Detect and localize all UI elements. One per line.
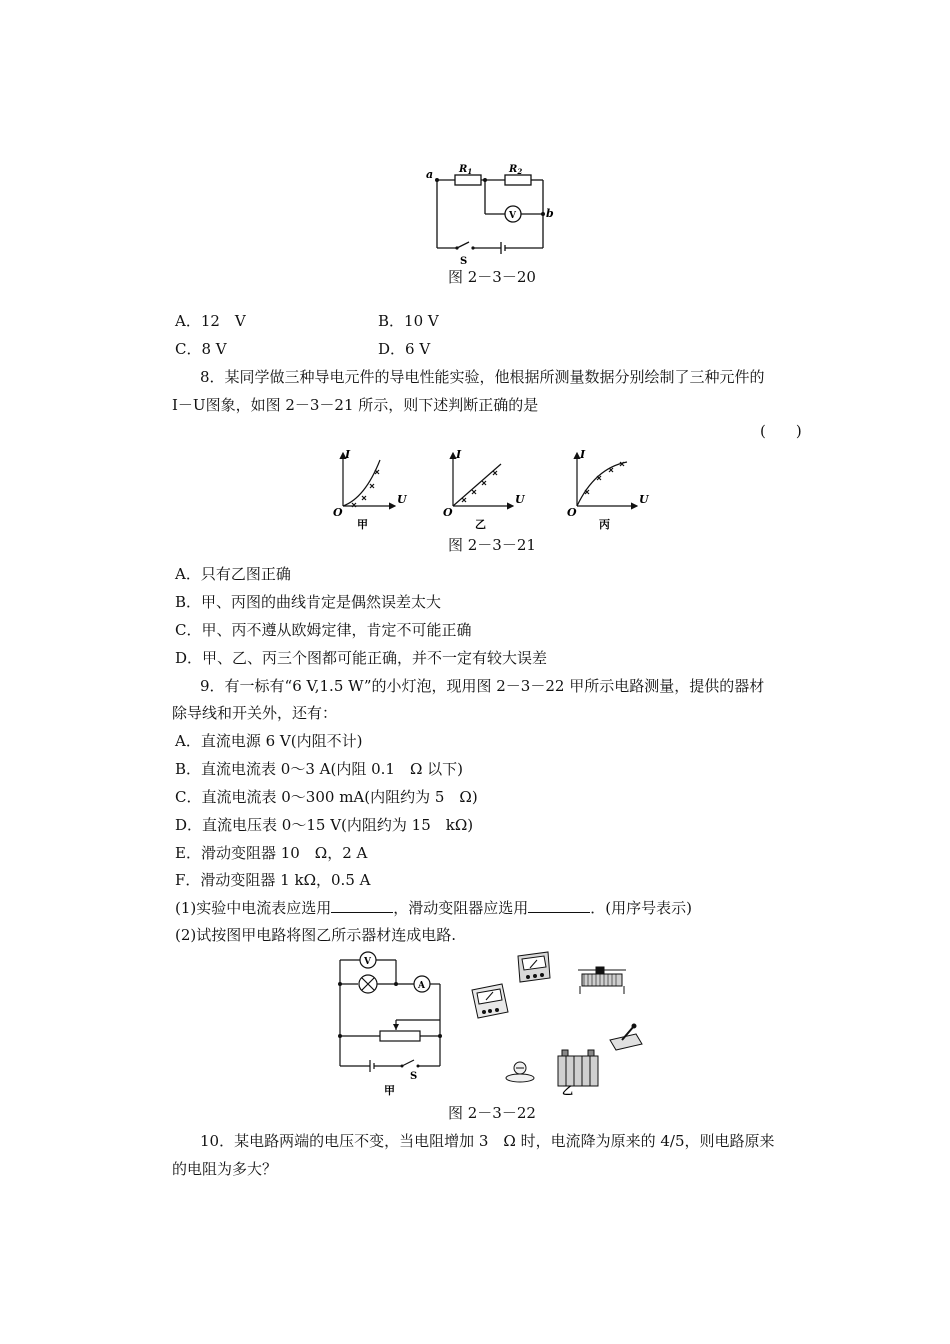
- label-a: a: [426, 168, 434, 181]
- q10-stem-line2: 的电阻为多大？: [172, 1160, 278, 1178]
- equipment-voltmeter-device: [472, 984, 508, 1018]
- q9-sub1: [175, 897, 692, 918]
- q7-option-d: D．6 V: [378, 340, 431, 358]
- q9-stem-line1: 9．有一标有“6 V,1.5 W”的小灯泡，现用图 2－3－22 甲所示电路测量，提供的器材: [200, 677, 765, 695]
- switch-s-label: S: [410, 1071, 418, 1082]
- graph-yi-y: I: [456, 448, 462, 461]
- q8-option-d: D．甲、乙、丙三个图都可能正确，并不一定有较大误差: [175, 649, 548, 667]
- graph-bing-o: O: [567, 506, 577, 519]
- figure-2-3-21-graphs: [325, 448, 665, 536]
- label-r2: $R_2$: [509, 164, 523, 176]
- graph-jia: [343, 453, 395, 507]
- figure-2-3-20-circuit: [425, 160, 565, 270]
- q9-option-e: E．滑动变阻器 10 Ω，2 A: [175, 844, 368, 862]
- figure-2-3-22: [330, 948, 650, 1098]
- q9-option-f: F．滑动变阻器 1 kΩ，0.5 A: [175, 871, 371, 889]
- label-r1: $R_1$: [459, 164, 473, 176]
- q8-answer-bracket: ( ): [760, 422, 802, 440]
- figure-2-3-20-caption: 图 2－3－20: [448, 268, 536, 286]
- graph-yi-x: U: [515, 493, 525, 506]
- graph-jia-y: I: [345, 448, 351, 461]
- q8-option-c: C．甲、丙不遵从欧姆定律，肯定不可能正确: [175, 621, 472, 639]
- q9-sub2: (2)试按图甲电路将图乙所示器材连成电路.: [175, 926, 457, 944]
- q7-option-b: B．10 V: [378, 312, 439, 330]
- graph-yi-label: 乙: [475, 518, 486, 531]
- q9-sub1-text-c: ．(用序号表示): [590, 899, 692, 917]
- equipment-bulb-device: [506, 1062, 534, 1082]
- graph-bing: [577, 453, 637, 506]
- figure-2-3-21-caption: 图 2－3－21: [448, 536, 536, 554]
- rheostat-symbol: [380, 1031, 420, 1041]
- q8-stem-line1: 8．某同学做三种导电元件的导电性能实验，他根据所测量数据分别绘制了三种元件的: [200, 368, 765, 386]
- q8-stem-line2: I－U图象，如图 2－3－21 所示，则下述判断正确的是: [172, 396, 539, 414]
- q10-stem-line1: 10．某电路两端的电压不变，当电阻增加 3 Ω 时，电流降为原来的 4/5，则电路原来: [200, 1132, 775, 1150]
- q9-option-a: A．直流电源 6 V(内阻不计): [175, 732, 363, 750]
- q7-option-c: C．8 V: [175, 340, 227, 358]
- graph-bing-x: U: [639, 493, 649, 506]
- q9-sub1-text-a: (1)实验中电流表应选用: [175, 899, 332, 917]
- q9-option-c: C．直流电流表 0～300 mA(内阻约为 5 Ω): [175, 788, 478, 806]
- label-v: V: [509, 211, 516, 221]
- q7-option-a: A．12 V: [175, 312, 246, 330]
- equipment-ammeter-device: [518, 952, 550, 982]
- meter-a-label: A: [418, 981, 425, 991]
- graph-bing-y: I: [580, 448, 586, 461]
- graph-jia-o: O: [333, 506, 343, 519]
- q9-option-b: B．直流电流表 0～3 A(内阻 0.1 Ω 以下): [175, 760, 464, 778]
- equipment-rheostat-device: [578, 967, 626, 994]
- equipment-battery-device: [558, 1050, 598, 1086]
- q8-option-b: B．甲、丙图的曲线肯定是偶然误差太大: [175, 593, 442, 611]
- q9-option-d: D．直流电压表 0～15 V(内阻约为 15 kΩ): [175, 816, 474, 834]
- q9-sub1-text-b: ，滑动变阻器应选用: [393, 899, 529, 917]
- label-b: b: [546, 207, 554, 220]
- graph-yi: [453, 453, 513, 506]
- graph-jia-x: U: [397, 493, 407, 506]
- q9-blank-ammeter[interactable]: [331, 898, 393, 913]
- meter-v-label: V: [364, 957, 371, 967]
- graph-jia-label: 甲: [357, 518, 368, 531]
- figure-2-3-22-caption: 图 2－3－22: [448, 1104, 536, 1122]
- label-s: S: [460, 256, 468, 267]
- equipment-switch-device: [610, 1024, 642, 1050]
- figure-yi-label: 乙: [562, 1084, 573, 1097]
- q8-option-a: A．只有乙图正确: [175, 565, 291, 583]
- resistor-r2: [505, 175, 531, 185]
- figure-jia-label: 甲: [384, 1084, 395, 1097]
- graph-bing-label: 丙: [599, 518, 610, 531]
- circuit-jia: [340, 952, 440, 1072]
- q9-stem-line2: 除导线和开关外，还有：: [172, 704, 338, 722]
- resistor-r1: [455, 175, 481, 185]
- q9-blank-rheostat[interactable]: [528, 898, 590, 913]
- graph-yi-o: O: [443, 506, 453, 519]
